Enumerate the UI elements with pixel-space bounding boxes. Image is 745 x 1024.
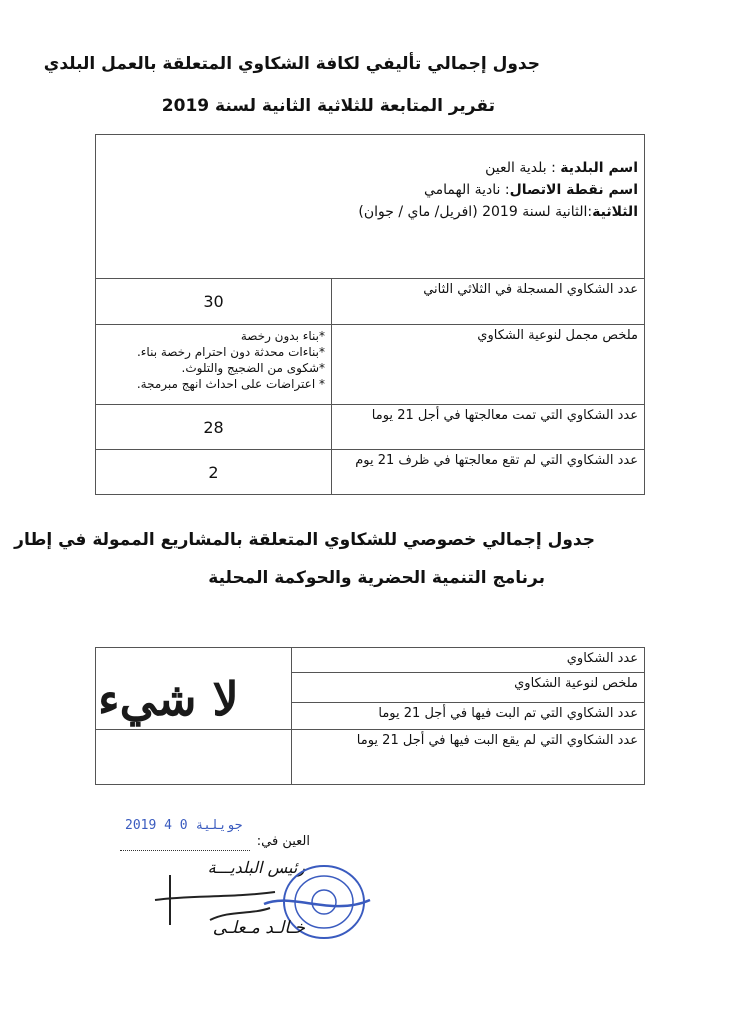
section2-subtitle: برنامج التنمية الحضرية والحوكمة المحلية [208, 568, 545, 588]
projects-undecided-value [96, 730, 292, 785]
document-subtitle: تقرير المتابعة للثلاثية الثانية لسنة 2019 [161, 96, 495, 116]
contact-label: اسم نقطة الاتصال [509, 182, 638, 198]
processed-complaints-value: 28 [96, 405, 332, 450]
municipality-label: اسم البلدية [560, 160, 638, 176]
processed-complaints-label: عدد الشكاوي التي تمت معالجتها في أجل 21 يوما [332, 405, 645, 450]
quarter-value: :الثانية لسنة 2019 (افريل/ ماي / جوان) [358, 204, 593, 220]
complaint-type-item: *بناء بدون رخصة [240, 329, 325, 343]
projects-undecided-label: عدد الشكاوي التي لم يقع البت فيها في أجل 21 يوما [292, 730, 645, 785]
unprocessed-complaints-value: 2 [96, 450, 332, 495]
contact-line [102, 179, 638, 201]
unprocessed-complaints-label: عدد الشكاوي التي لم تقع معالجتها في ظرف 21 يوم [332, 450, 645, 495]
complaint-type-item: *بناءات محدثة دون احترام رخصة بناء. [136, 345, 325, 359]
date-stamp: 2019 جويلية 0 4 [125, 818, 243, 833]
quarter-label: الثلاثية [592, 204, 638, 220]
complaint-types-list [96, 325, 332, 405]
place-label: العين في: [256, 834, 310, 849]
complaint-type-item: * اعتراضات على احداث انهج مبرمجة. [136, 377, 325, 391]
municipality-line [102, 157, 638, 179]
projects-complaints-count-label: عدد الشكاوي [292, 648, 645, 673]
quarter-line [102, 201, 638, 223]
contact-value: : نادية الهمامي [424, 182, 510, 198]
complaint-types-label: ملخص مجمل لنوعية الشكاوي [332, 325, 645, 405]
handwritten-nothing: لا شيء [98, 672, 239, 726]
info-block [96, 135, 645, 279]
registered-complaints-label: عدد الشكاوي المسجلة في الثلاثي الثاني [332, 279, 645, 325]
registered-complaints-value: 30 [96, 279, 332, 325]
complaint-type-item: *شكوى من الضجيج والتلوث. [181, 361, 325, 375]
signatory-name: خـالـد مـعلـى [212, 918, 305, 938]
document-title: جدول إجمالي تأليفي لكافة الشكاوي المتعلقة بالعمل البلدي [43, 54, 540, 74]
projects-decided-label: عدد الشكاوي التي تم البت فيها في أجل 21 يوما [292, 703, 645, 730]
summary-table [95, 134, 645, 495]
signatory-title: رئيس البلديـــة [207, 858, 305, 877]
dotted-line [120, 850, 250, 851]
projects-complaint-types-label: ملخص لنوعية الشكاوي [292, 673, 645, 703]
section2-title: جدول إجمالي خصوصي للشكاوي المتعلقة بالمشاريع الممولة في إطار [14, 530, 595, 550]
municipality-value: : بلدية العين [485, 160, 561, 176]
